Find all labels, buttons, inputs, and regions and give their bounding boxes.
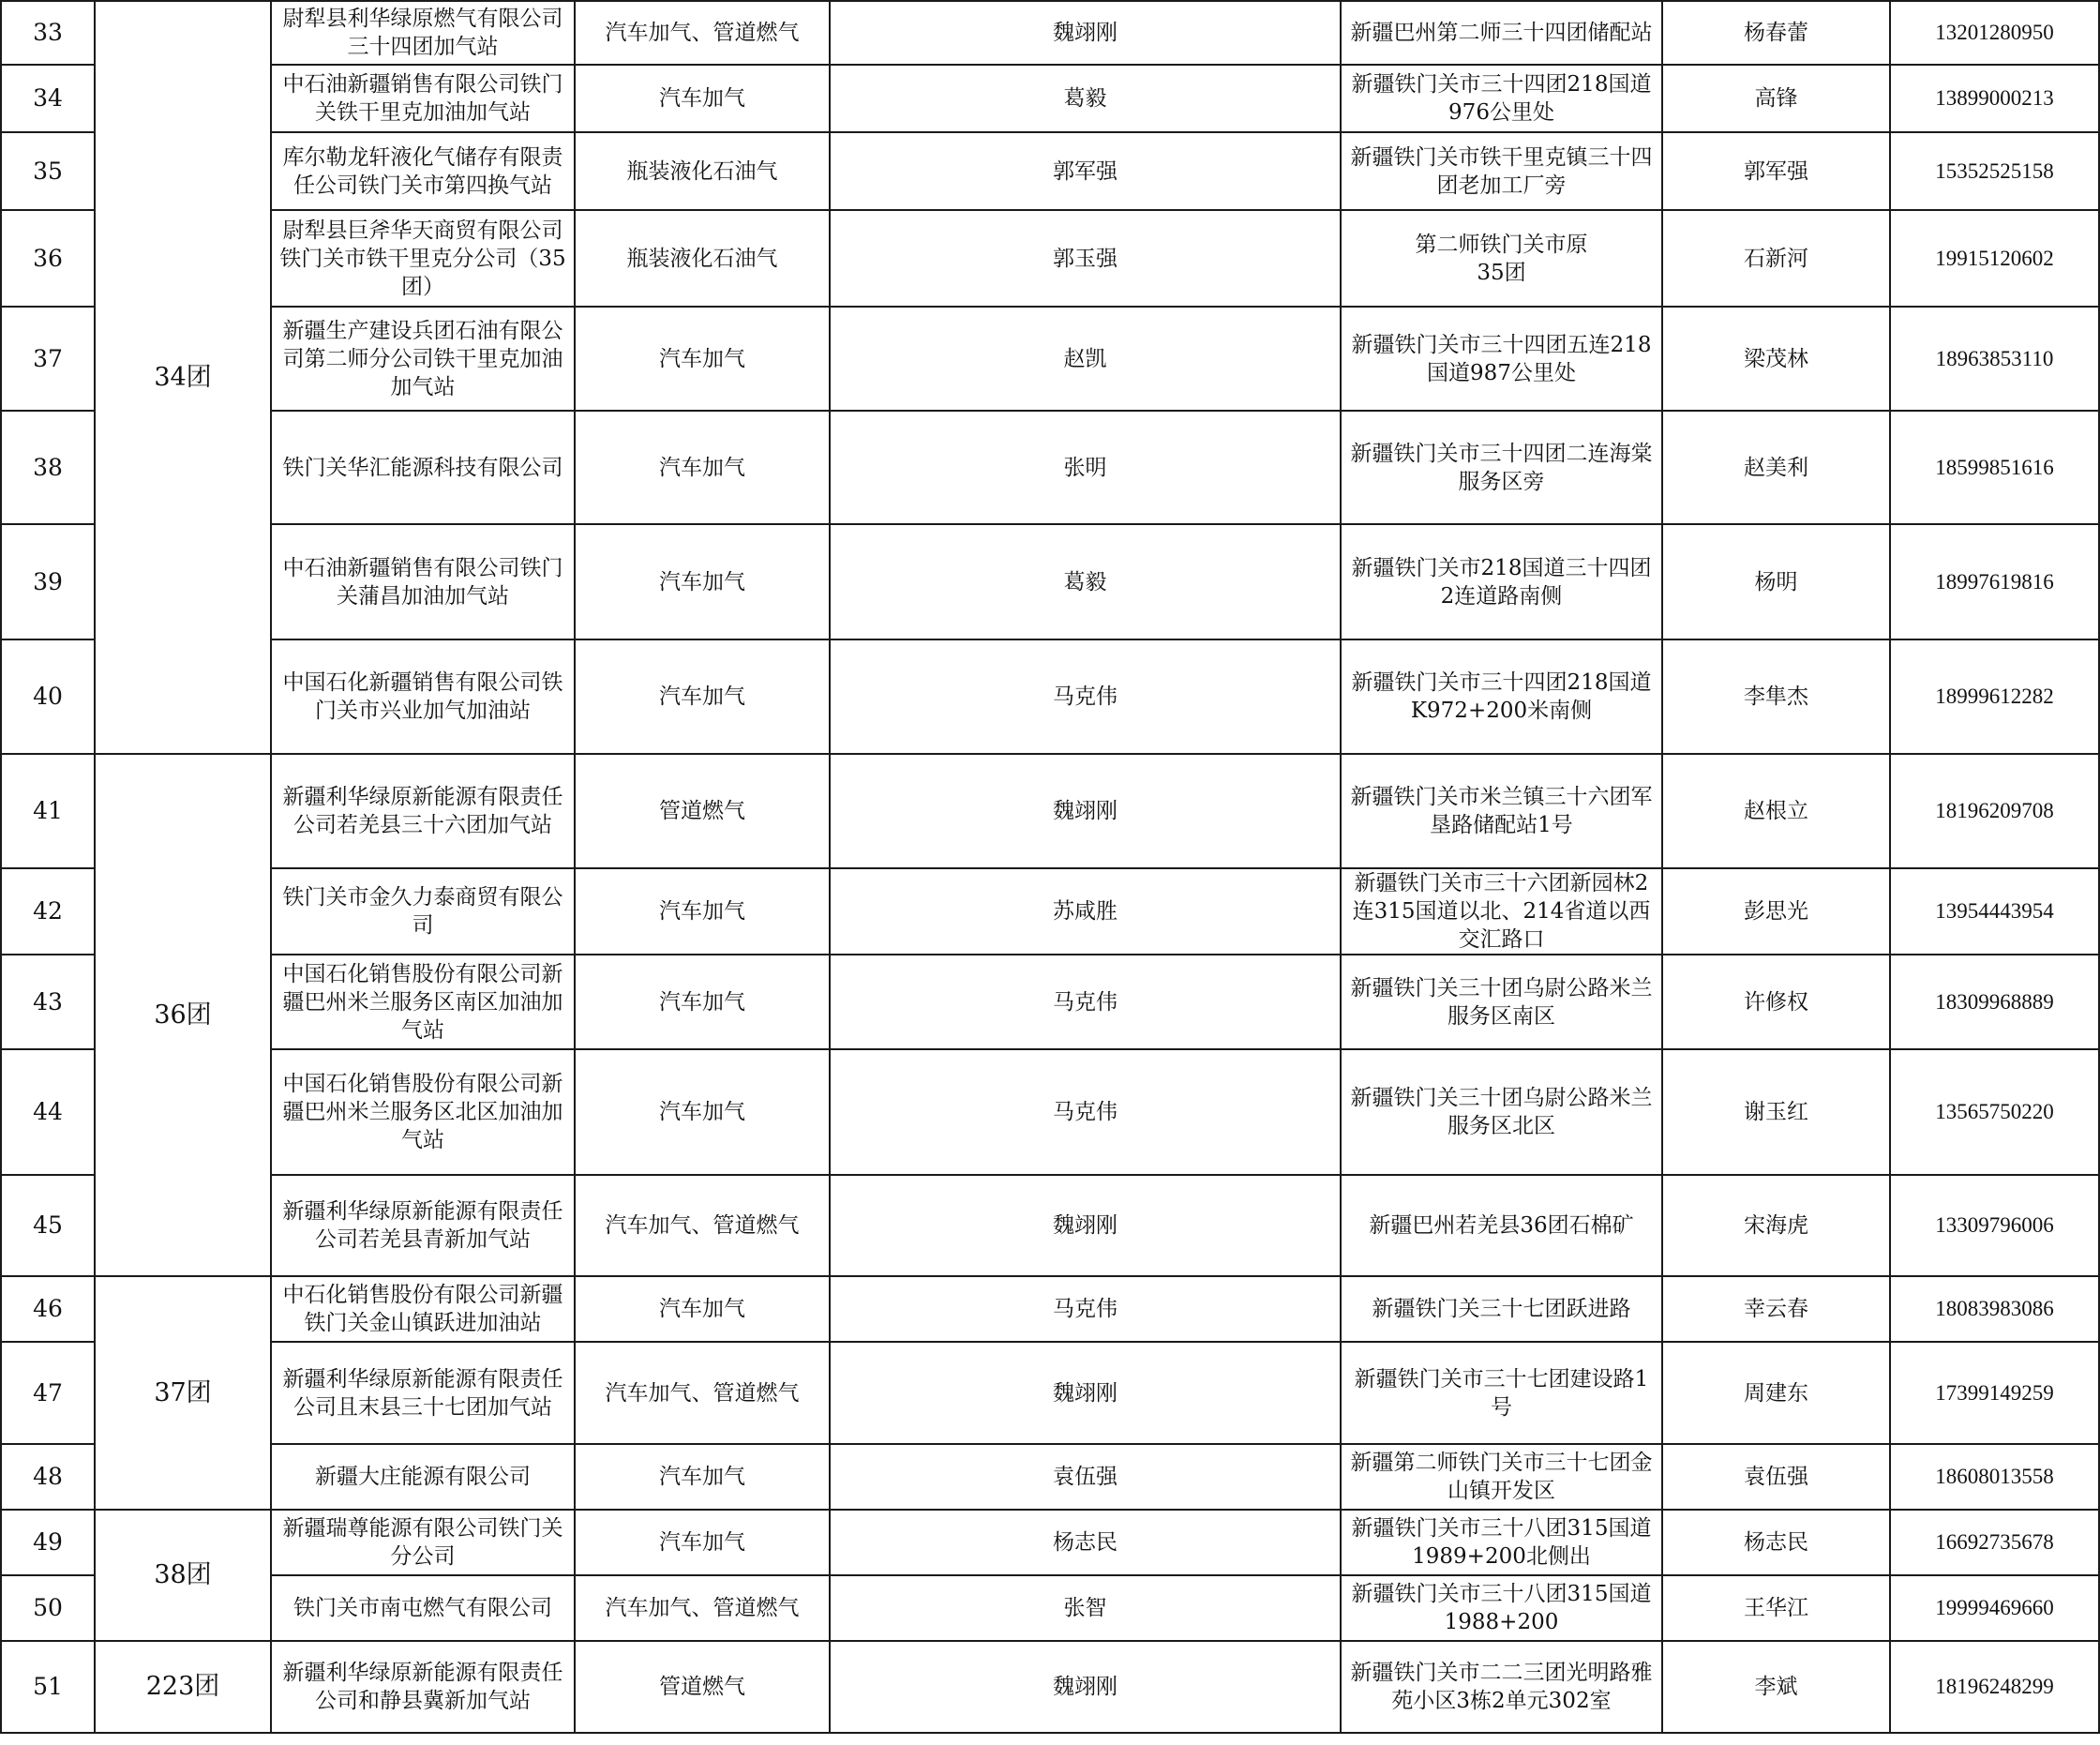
responsible-person-cell: 葛毅	[830, 524, 1341, 639]
table-row	[1, 524, 2099, 639]
table-row	[1, 868, 2099, 955]
responsible-person-cell: 葛毅	[830, 65, 1341, 132]
table-row	[1, 65, 2099, 132]
table-row	[1, 1444, 2099, 1510]
responsible-person-cell: 魏翊刚	[830, 1175, 1341, 1276]
responsible-person-cell: 袁伍强	[830, 1444, 1341, 1510]
company-name-cell: 新疆利华绿原新能源有限责任公司且末县三十七团加气站	[271, 1342, 575, 1444]
address-cell: 新疆铁门关市三十八团315国道1989+200北侧出	[1341, 1510, 1662, 1575]
row-number-cell: 36	[1, 210, 95, 307]
contact-person-cell: 李隼杰	[1662, 639, 1890, 754]
gas-type-cell: 汽车加气	[575, 955, 830, 1049]
address-cell: 新疆铁门关市铁干里克镇三十四团老加工厂旁	[1341, 132, 1662, 210]
gas-type-cell: 汽车加气	[575, 65, 830, 132]
phone-number-cell: 13201280950	[1890, 1, 2099, 65]
regiment-cell: 36团	[95, 754, 271, 1276]
row-number-cell: 37	[1, 307, 95, 411]
company-name-cell: 中石化销售股份有限公司新疆铁门关金山镇跃进加油站	[271, 1276, 575, 1342]
table-row	[1, 1641, 2099, 1733]
table-row	[1, 1175, 2099, 1276]
row-number-cell: 51	[1, 1641, 95, 1733]
regiment-cell: 34团	[95, 1, 271, 754]
contact-person-cell: 李斌	[1662, 1641, 1890, 1733]
address-cell: 新疆铁门关市三十六团新园林2连315国道以北、214省道以西交汇路口	[1341, 868, 1662, 955]
address-cell: 新疆巴州若羌县36团石棉矿	[1341, 1175, 1662, 1276]
phone-number-cell: 17399149259	[1890, 1342, 2099, 1444]
table-row	[1, 1342, 2099, 1444]
gas-type-cell: 汽车加气	[575, 1276, 830, 1342]
row-number-cell: 50	[1, 1575, 95, 1641]
company-name-cell: 中石油新疆销售有限公司铁门关蒲昌加油加气站	[271, 524, 575, 639]
responsible-person-cell: 魏翊刚	[830, 1342, 1341, 1444]
address-cell: 新疆铁门关市三十四团二连海棠服务区旁	[1341, 411, 1662, 524]
row-number-cell: 42	[1, 868, 95, 955]
contact-person-cell: 高锋	[1662, 65, 1890, 132]
company-name-cell: 新疆瑞尊能源有限公司铁门关分公司	[271, 1510, 575, 1575]
phone-number-cell: 18997619816	[1890, 524, 2099, 639]
row-number-cell: 33	[1, 1, 95, 65]
company-name-cell: 中石油新疆销售有限公司铁门关铁干里克加油加气站	[271, 65, 575, 132]
contact-person-cell: 王华江	[1662, 1575, 1890, 1641]
row-number-cell: 47	[1, 1342, 95, 1444]
row-number-cell: 44	[1, 1049, 95, 1175]
phone-number-cell: 18963853110	[1890, 307, 2099, 411]
table-row	[1, 1276, 2099, 1342]
address-cell: 新疆铁门关市米兰镇三十六团军垦路储配站1号	[1341, 754, 1662, 868]
table-row	[1, 210, 2099, 307]
gas-type-cell: 汽车加气	[575, 1510, 830, 1575]
contact-person-cell: 彭思光	[1662, 868, 1890, 955]
address-cell: 新疆铁门关市三十四团218国道976公里处	[1341, 65, 1662, 132]
company-name-cell: 新疆大庄能源有限公司	[271, 1444, 575, 1510]
contact-person-cell: 许修权	[1662, 955, 1890, 1049]
phone-number-cell: 18608013558	[1890, 1444, 2099, 1510]
row-number-cell: 46	[1, 1276, 95, 1342]
gas-type-cell: 管道燃气	[575, 1641, 830, 1733]
address-cell: 新疆第二师铁门关市三十七团金山镇开发区	[1341, 1444, 1662, 1510]
responsible-person-cell: 苏咸胜	[830, 868, 1341, 955]
table-row	[1, 1510, 2099, 1575]
row-number-cell: 38	[1, 411, 95, 524]
responsible-person-cell: 马克伟	[830, 1049, 1341, 1175]
gas-type-cell: 瓶装液化石油气	[575, 132, 830, 210]
phone-number-cell: 15352525158	[1890, 132, 2099, 210]
table-row	[1, 132, 2099, 210]
row-number-cell: 49	[1, 1510, 95, 1575]
responsible-person-cell: 魏翊刚	[830, 1641, 1341, 1733]
address-cell: 新疆铁门关市二二三团光明路雅苑小区3栋2单元302室	[1341, 1641, 1662, 1733]
address-cell: 第二师铁门关市原 35团	[1341, 210, 1662, 307]
regiment-cell: 37团	[95, 1276, 271, 1510]
table-row	[1, 1049, 2099, 1175]
address-cell: 新疆铁门关市218国道三十四团2连道路南侧	[1341, 524, 1662, 639]
address-cell: 新疆铁门关三十团乌尉公路米兰服务区南区	[1341, 955, 1662, 1049]
address-cell: 新疆铁门关三十七团跃进路	[1341, 1276, 1662, 1342]
phone-number-cell: 18196209708	[1890, 754, 2099, 868]
table-row	[1, 639, 2099, 754]
company-name-cell: 铁门关市南屯燃气有限公司	[271, 1575, 575, 1641]
responsible-person-cell: 张智	[830, 1575, 1341, 1641]
company-name-cell: 铁门关华汇能源科技有限公司	[271, 411, 575, 524]
gas-type-cell: 汽车加气	[575, 639, 830, 754]
contact-person-cell: 谢玉红	[1662, 1049, 1890, 1175]
gas-type-cell: 汽车加气	[575, 1049, 830, 1175]
phone-number-cell: 18599851616	[1890, 411, 2099, 524]
responsible-person-cell: 郭军强	[830, 132, 1341, 210]
phone-number-cell: 19999469660	[1890, 1575, 2099, 1641]
address-cell: 新疆铁门关市三十四团218国道K972+200米南侧	[1341, 639, 1662, 754]
gas-type-cell: 管道燃气	[575, 754, 830, 868]
phone-number-cell: 13565750220	[1890, 1049, 2099, 1175]
table-row	[1, 754, 2099, 868]
contact-person-cell: 周建东	[1662, 1342, 1890, 1444]
contact-person-cell: 梁茂林	[1662, 307, 1890, 411]
company-name-cell: 中国石化销售股份有限公司新疆巴州米兰服务区北区加油加气站	[271, 1049, 575, 1175]
address-cell: 新疆铁门关市三十七团建设路1号	[1341, 1342, 1662, 1444]
company-name-cell: 新疆利华绿原新能源有限责任公司和静县冀新加气站	[271, 1641, 575, 1733]
responsible-person-cell: 郭玉强	[830, 210, 1341, 307]
row-number-cell: 45	[1, 1175, 95, 1276]
company-name-cell: 尉犁县利华绿原燃气有限公司三十四团加气站	[271, 1, 575, 65]
phone-number-cell: 19915120602	[1890, 210, 2099, 307]
contact-person-cell: 赵美利	[1662, 411, 1890, 524]
responsible-person-cell: 赵凯	[830, 307, 1341, 411]
address-cell: 新疆铁门关市三十四团五连218国道987公里处	[1341, 307, 1662, 411]
gas-type-cell: 汽车加气	[575, 524, 830, 639]
phone-number-cell: 18309968889	[1890, 955, 2099, 1049]
contact-person-cell: 宋海虎	[1662, 1175, 1890, 1276]
gas-type-cell: 汽车加气、管道燃气	[575, 1342, 830, 1444]
responsible-person-cell: 马克伟	[830, 639, 1341, 754]
row-number-cell: 39	[1, 524, 95, 639]
row-number-cell: 43	[1, 955, 95, 1049]
contact-person-cell: 石新河	[1662, 210, 1890, 307]
contact-person-cell: 杨明	[1662, 524, 1890, 639]
contact-person-cell: 赵根立	[1662, 754, 1890, 868]
company-name-cell: 尉犁县巨斧华天商贸有限公司铁门关市铁干里克分公司（35团）	[271, 210, 575, 307]
responsible-person-cell: 魏翊刚	[830, 754, 1341, 868]
phone-number-cell: 18083983086	[1890, 1276, 2099, 1342]
gas-type-cell: 汽车加气	[575, 411, 830, 524]
address-cell: 新疆铁门关三十团乌尉公路米兰服务区北区	[1341, 1049, 1662, 1175]
company-name-cell: 中国石化销售股份有限公司新疆巴州米兰服务区南区加油加气站	[271, 955, 575, 1049]
table-row	[1, 411, 2099, 524]
phone-number-cell: 13954443954	[1890, 868, 2099, 955]
table-row	[1, 307, 2099, 411]
contact-person-cell: 郭军强	[1662, 132, 1890, 210]
address-cell: 新疆铁门关市三十八团315国道1988+200	[1341, 1575, 1662, 1641]
contact-person-cell: 杨春蕾	[1662, 1, 1890, 65]
row-number-cell: 48	[1, 1444, 95, 1510]
contact-person-cell: 幸云春	[1662, 1276, 1890, 1342]
row-number-cell: 34	[1, 65, 95, 132]
table-body	[1, 1, 2099, 1733]
gas-type-cell: 汽车加气、管道燃气	[575, 1175, 830, 1276]
phone-number-cell: 18196248299	[1890, 1641, 2099, 1733]
table-row	[1, 1, 2099, 65]
responsible-person-cell: 马克伟	[830, 1276, 1341, 1342]
row-number-cell: 41	[1, 754, 95, 868]
row-number-cell: 35	[1, 132, 95, 210]
company-name-cell: 新疆利华绿原新能源有限责任公司若羌县青新加气站	[271, 1175, 575, 1276]
company-name-cell: 中国石化新疆销售有限公司铁门关市兴业加气加油站	[271, 639, 575, 754]
phone-number-cell: 13899000213	[1890, 65, 2099, 132]
regiment-cell: 38团	[95, 1510, 271, 1641]
table-row	[1, 1575, 2099, 1641]
responsible-person-cell: 张明	[830, 411, 1341, 524]
address-cell: 新疆巴州第二师三十四团储配站	[1341, 1, 1662, 65]
phone-number-cell: 16692735678	[1890, 1510, 2099, 1575]
responsible-person-cell: 杨志民	[830, 1510, 1341, 1575]
gas-type-cell: 汽车加气、管道燃气	[575, 1, 830, 65]
contact-person-cell: 袁伍强	[1662, 1444, 1890, 1510]
company-name-cell: 新疆利华绿原新能源有限责任公司若羌县三十六团加气站	[271, 754, 575, 868]
gas-type-cell: 汽车加气、管道燃气	[575, 1575, 830, 1641]
responsible-person-cell: 魏翊刚	[830, 1, 1341, 65]
company-name-cell: 新疆生产建设兵团石油有限公司第二师分公司铁干里克加油加气站	[271, 307, 575, 411]
row-number-cell: 40	[1, 639, 95, 754]
contact-person-cell: 杨志民	[1662, 1510, 1890, 1575]
phone-number-cell: 13309796006	[1890, 1175, 2099, 1276]
gas-type-cell: 汽车加气	[575, 307, 830, 411]
gas-type-cell: 汽车加气	[575, 868, 830, 955]
company-name-cell: 铁门关市金久力泰商贸有限公司	[271, 868, 575, 955]
gas-type-cell: 瓶装液化石油气	[575, 210, 830, 307]
table-row	[1, 955, 2099, 1049]
responsible-person-cell: 马克伟	[830, 955, 1341, 1049]
phone-number-cell: 18999612282	[1890, 639, 2099, 754]
regiment-cell: 223团	[95, 1641, 271, 1733]
gas-type-cell: 汽车加气	[575, 1444, 830, 1510]
company-name-cell: 库尔勒龙轩液化气储存有限责任公司铁门关市第四换气站	[271, 132, 575, 210]
